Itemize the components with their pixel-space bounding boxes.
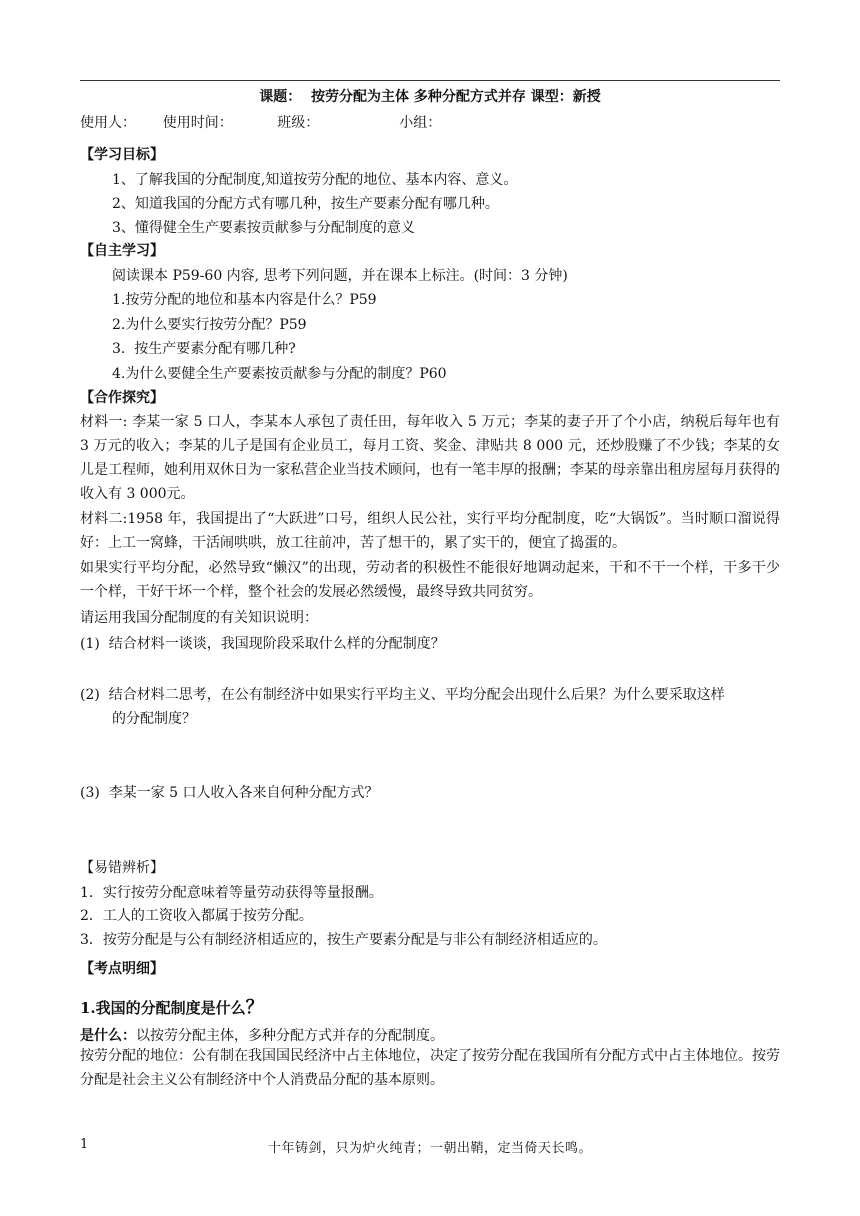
question-2-continued: 的分配制度？ [112,711,196,727]
self-study-item: 1.按劳分配的地位和基本内容是什么？P59 [112,292,377,308]
error-item: 1．实行按劳分配意味着等量劳动获得等量报酬。 [80,885,383,901]
exam-question-mark: ？ [245,997,264,1018]
question-1: (1) 结合材料一谈谈，我国现阶段采取什么样的分配制度？ [80,636,445,652]
self-study-intro: 阅读课本 P59-60 内容, 思考下列问题，并在课本上标注。(时间：3 分钟) [112,268,568,284]
error-item: 2．工人的工资收入都属于按劳分配。 [80,908,313,924]
self-study-item: 2.为什么要实行按劳分配？P59 [112,317,307,333]
question-2: (2) 结合材料二思考，在公有制经济中如果实行平均主义、平均分配会出现什么后果？为什么要采取这样 [80,687,725,703]
footer-motto: 十年铸剑，只为炉火纯青；一朝出鞘，定当倚天长鸣。 [267,1141,592,1156]
material-two: 材料二:1958 年，我国提出了“大跃进”口号，组织人民公社，实行平均分配制度，吃“大锅饭”。当时顺口溜说得好：上工一窝蜂，干活闹哄哄，放工往前冲，苦了想干的，累了实干的，便宜了捣蛋的。 [80,511,780,551]
page-number: 1 [80,1137,89,1152]
goal-item: 1、了解我国的分配制度,知道按劳分配的地位、基本内容、意义。 [112,172,518,188]
what-label: 是什么： [80,1028,136,1044]
material-three: 如果实行平均分配，必然导致“懒汉”的出现，劳动者的积极性不能很好地调动起来，干和不干一个样，干多干少一个样，干好干坏一个样，整个社会的发展必然缓慢，最终导致共同贫穷。 [80,560,780,600]
goals-heading: 【学习目标】 [80,147,164,163]
exam-question-text: 1.我国的分配制度是什么 [80,999,246,1017]
status-paragraph: 按劳分配的地位：公有制在我国国民经济中占主体地位，决定了按劳分配在我国所有分配方式中占主体地位。按劳分配是社会主义公有制经济中个人消费品分配的基本原则。 [80,1048,780,1088]
goal-item: 3、懂得健全生产要素按贡献参与分配制度的意义 [112,220,415,236]
material-one: 材料一: 李某一家 5 口人，李某本人承包了责任田，每年收入 5 万元；李某的妻子开了个小店，纳税后每年也有 3 万元的收入；李某的儿子是国有企业员工，每月工资、奖金、津贴共 8 000 元，还炒股赚了不少钱；李某的女儿是工程师，她利用双休日为一家私营企业当技术顾问，也有一笔丰厚的报酬；李某的母亲靠出租房屋每月获得的收入有 3 000元。 [80,414,780,502]
user-info-line: 使用人： 使用时间： 班级： 小组： [80,115,442,131]
self-study-heading: 【自主学习】 [80,243,164,259]
exam-question-title [80,993,264,1019]
errors-heading: 【易错辨析】 [80,860,164,876]
what-line [80,1027,444,1045]
self-study-item: 4.为什么要健全生产要素按贡献参与分配的制度？P60 [112,366,447,382]
error-item: 3．按劳分配是与公有制经济相适应的，按生产要素分配是与非公有制经济相适应的。 [80,932,607,948]
question-prompt: 请运用我国分配制度的有关知识说明： [80,610,318,626]
question-3: (3) 李某一家 5 口人收入各来自何种分配方式？ [80,785,379,801]
self-study-item: 3. 按生产要素分配有哪几种? [112,341,296,357]
goal-item: 2、知道我国的分配方式有哪几种，按生产要素分配有哪几种。 [112,196,499,212]
exam-points-heading: 【考点明细】 [80,961,164,977]
cooperation-heading: 【合作探究】 [80,390,164,406]
page-title: 课题： 按劳分配为主体 多种分配方式并存 课型：新授 [259,89,601,105]
what-text: 以按劳分配主体，多种分配方式并存的分配制度。 [136,1028,444,1044]
header-rule [80,80,780,81]
